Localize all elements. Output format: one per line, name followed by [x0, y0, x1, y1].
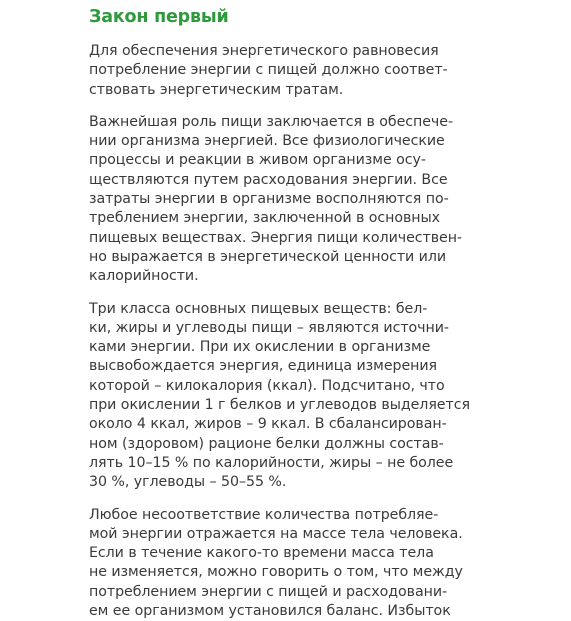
- paragraph-food-role: Важнейшая роль пищи заключается в обеспече- нии организма энергией. Все физиологические процессы и реакции в живом организме осу- ществляются путем расходования энергии. Все затраты энергии в организме восполняются по- треблением энергии, заключенной в основных пищевых веществах. Энергия пищи количествен- но выражается в энергетической ценности или калорийности.: [89, 113, 463, 285]
- document-page: [89, 0, 498, 621]
- paragraph-nutrient-classes: Три класса основных пищевых веществ: бел- ки, жиры и углеводы пищи – являются источни- ками энергии. При их окислении в организме высвобождается энергия, единица измерения которой – килокалория (ккал). Подсчитано, что при окислении 1 г белков и углеводов выделяется около 4 ккал, жиров – 9 ккал. В сбалансирован- ном (здоровом) рационе белки должны состав- лять 10–15 % по калорийности, жиры – не более 30 %, углеводы – 50–55 %.: [89, 300, 470, 491]
- paragraph-body-mass: Любое несоответствие количества потребляе- мой энергии отражается на массе тела человека. Если в течение какого-то времени масса тела не изменяется, можно говорить о том, что между потреблением энергии с пищей и расходовани- ем ее организмом установился баланс. Избыток: [89, 506, 463, 620]
- paragraph-energy-balance: Для обеспечения энергетического равновесия потребление энергии с пищей должно соответ- ствовать энергетическим тратам.: [89, 43, 448, 98]
- section-heading: Закон первый: [89, 7, 229, 27]
